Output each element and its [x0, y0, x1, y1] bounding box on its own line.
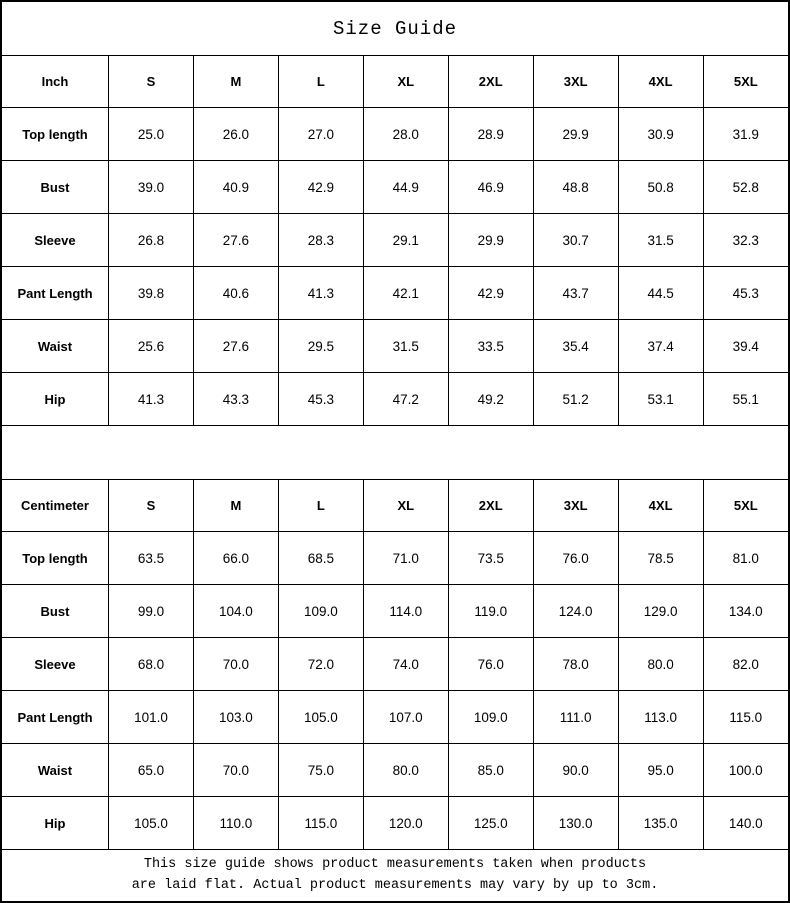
- measurement-label: Top length: [2, 532, 109, 585]
- size-header-cell: L: [278, 56, 363, 108]
- measurement-value: 63.5: [109, 532, 194, 585]
- measurement-value: 49.2: [448, 373, 533, 426]
- measurement-value: 78.5: [618, 532, 703, 585]
- measurement-value: 42.9: [278, 161, 363, 214]
- centimeter-header-row: [2, 480, 788, 532]
- table-row: [2, 532, 788, 585]
- measurement-value: 70.0: [193, 638, 278, 691]
- measurement-value: 81.0: [703, 532, 788, 585]
- measurement-value: 44.5: [618, 267, 703, 320]
- size-header-cell: XL: [363, 56, 448, 108]
- measurement-value: 55.1: [703, 373, 788, 426]
- measurement-label: Sleeve: [2, 214, 109, 267]
- measurement-value: 70.0: [193, 744, 278, 797]
- table-row: [2, 638, 788, 691]
- measurement-value: 30.9: [618, 108, 703, 161]
- measurement-value: 27.6: [193, 320, 278, 373]
- measurement-value: 31.5: [363, 320, 448, 373]
- measurement-value: 80.0: [363, 744, 448, 797]
- measurement-label: Bust: [2, 585, 109, 638]
- measurement-value: 85.0: [448, 744, 533, 797]
- measurement-value: 113.0: [618, 691, 703, 744]
- size-header-cell: S: [109, 480, 194, 532]
- measurement-label: Hip: [2, 797, 109, 850]
- measurement-label: Waist: [2, 320, 109, 373]
- measurement-value: 82.0: [703, 638, 788, 691]
- measurement-label: Top length: [2, 108, 109, 161]
- measurement-value: 25.6: [109, 320, 194, 373]
- measurement-value: 99.0: [109, 585, 194, 638]
- size-header-cell: M: [193, 480, 278, 532]
- measurement-value: 74.0: [363, 638, 448, 691]
- measurement-value: 114.0: [363, 585, 448, 638]
- size-header-cell: M: [193, 56, 278, 108]
- table-row: [2, 585, 788, 638]
- measurement-value: 43.3: [193, 373, 278, 426]
- measurement-value: 100.0: [703, 744, 788, 797]
- measurement-value: 31.9: [703, 108, 788, 161]
- measurement-label: Sleeve: [2, 638, 109, 691]
- measurement-value: 42.9: [448, 267, 533, 320]
- measurement-value: 124.0: [533, 585, 618, 638]
- unit-header-cell: Inch: [2, 56, 109, 108]
- size-header-cell: XL: [363, 480, 448, 532]
- measurement-value: 66.0: [193, 532, 278, 585]
- measurement-value: 115.0: [278, 797, 363, 850]
- measurement-value: 47.2: [363, 373, 448, 426]
- measurement-value: 80.0: [618, 638, 703, 691]
- measurement-value: 44.9: [363, 161, 448, 214]
- measurement-value: 45.3: [278, 373, 363, 426]
- measurement-value: 140.0: [703, 797, 788, 850]
- measurement-value: 115.0: [703, 691, 788, 744]
- measurement-value: 25.0: [109, 108, 194, 161]
- measurement-label: Pant Length: [2, 267, 109, 320]
- inch-size-table: [2, 55, 788, 426]
- measurement-value: 78.0: [533, 638, 618, 691]
- measurement-label: Waist: [2, 744, 109, 797]
- measurement-value: 46.9: [448, 161, 533, 214]
- footer-note-line2: are laid flat. Actual product measurements may vary by up to 3cm.: [131, 877, 659, 893]
- measurement-value: 50.8: [618, 161, 703, 214]
- measurement-value: 52.8: [703, 161, 788, 214]
- measurement-value: 29.9: [448, 214, 533, 267]
- size-header-cell: 2XL: [448, 56, 533, 108]
- measurement-value: 26.0: [193, 108, 278, 161]
- measurement-value: 41.3: [109, 373, 194, 426]
- measurement-value: 39.4: [703, 320, 788, 373]
- measurement-value: 68.5: [278, 532, 363, 585]
- footer-note-line1: This size guide shows product measurements taken when products: [143, 856, 647, 872]
- measurement-value: 111.0: [533, 691, 618, 744]
- measurement-value: 35.4: [533, 320, 618, 373]
- size-header-cell: 5XL: [703, 56, 788, 108]
- measurement-value: 103.0: [193, 691, 278, 744]
- table-row: [2, 267, 788, 320]
- measurement-value: 71.0: [363, 532, 448, 585]
- table-row: [2, 320, 788, 373]
- size-header-cell: S: [109, 56, 194, 108]
- measurement-value: 135.0: [618, 797, 703, 850]
- table-row: [2, 744, 788, 797]
- measurement-value: 27.0: [278, 108, 363, 161]
- table-row: [2, 161, 788, 214]
- table-row: [2, 373, 788, 426]
- centimeter-size-table: [2, 479, 788, 850]
- measurement-value: 28.9: [448, 108, 533, 161]
- measurement-value: 43.7: [533, 267, 618, 320]
- measurement-value: 32.3: [703, 214, 788, 267]
- measurement-value: 95.0: [618, 744, 703, 797]
- size-header-cell: 4XL: [618, 56, 703, 108]
- measurement-value: 40.9: [193, 161, 278, 214]
- measurement-value: 109.0: [278, 585, 363, 638]
- table-row: [2, 797, 788, 850]
- measurement-value: 107.0: [363, 691, 448, 744]
- measurement-value: 104.0: [193, 585, 278, 638]
- measurement-label: Pant Length: [2, 691, 109, 744]
- table-row: [2, 214, 788, 267]
- table-row: [2, 691, 788, 744]
- unit-header-cell: Centimeter: [2, 480, 109, 532]
- measurement-value: 45.3: [703, 267, 788, 320]
- size-header-cell: 3XL: [533, 480, 618, 532]
- measurement-value: 31.5: [618, 214, 703, 267]
- measurement-value: 28.3: [278, 214, 363, 267]
- measurement-value: 125.0: [448, 797, 533, 850]
- measurement-value: 105.0: [278, 691, 363, 744]
- section-spacer: [2, 426, 788, 479]
- page-title: Size Guide: [332, 17, 458, 40]
- measurement-value: 134.0: [703, 585, 788, 638]
- measurement-value: 72.0: [278, 638, 363, 691]
- measurement-value: 73.5: [448, 532, 533, 585]
- measurement-value: 29.1: [363, 214, 448, 267]
- measurement-value: 120.0: [363, 797, 448, 850]
- measurement-value: 37.4: [618, 320, 703, 373]
- measurement-value: 110.0: [193, 797, 278, 850]
- measurement-value: 27.6: [193, 214, 278, 267]
- measurement-value: 28.0: [363, 108, 448, 161]
- measurement-value: 29.9: [533, 108, 618, 161]
- measurement-label: Bust: [2, 161, 109, 214]
- measurement-value: 26.8: [109, 214, 194, 267]
- table-row: [2, 108, 788, 161]
- measurement-value: 90.0: [533, 744, 618, 797]
- measurement-value: 75.0: [278, 744, 363, 797]
- measurement-value: 29.5: [278, 320, 363, 373]
- size-header-cell: 5XL: [703, 480, 788, 532]
- measurement-value: 65.0: [109, 744, 194, 797]
- measurement-value: 48.8: [533, 161, 618, 214]
- measurement-value: 51.2: [533, 373, 618, 426]
- size-header-cell: 3XL: [533, 56, 618, 108]
- measurement-value: 76.0: [533, 532, 618, 585]
- measurement-value: 130.0: [533, 797, 618, 850]
- measurement-value: 30.7: [533, 214, 618, 267]
- measurement-value: 119.0: [448, 585, 533, 638]
- measurement-value: 129.0: [618, 585, 703, 638]
- measurement-value: 53.1: [618, 373, 703, 426]
- measurement-value: 105.0: [109, 797, 194, 850]
- measurement-value: 68.0: [109, 638, 194, 691]
- measurement-value: 42.1: [363, 267, 448, 320]
- size-header-cell: 2XL: [448, 480, 533, 532]
- measurement-value: 40.6: [193, 267, 278, 320]
- size-header-cell: 4XL: [618, 480, 703, 532]
- measurement-value: 39.0: [109, 161, 194, 214]
- measurement-value: 101.0: [109, 691, 194, 744]
- measurement-value: 41.3: [278, 267, 363, 320]
- measurement-value: 39.8: [109, 267, 194, 320]
- measurement-label: Hip: [2, 373, 109, 426]
- size-header-cell: L: [278, 480, 363, 532]
- measurement-value: 109.0: [448, 691, 533, 744]
- measurement-value: 33.5: [448, 320, 533, 373]
- inch-header-row: [2, 56, 788, 108]
- footer-note: [2, 850, 788, 901]
- measurement-value: 76.0: [448, 638, 533, 691]
